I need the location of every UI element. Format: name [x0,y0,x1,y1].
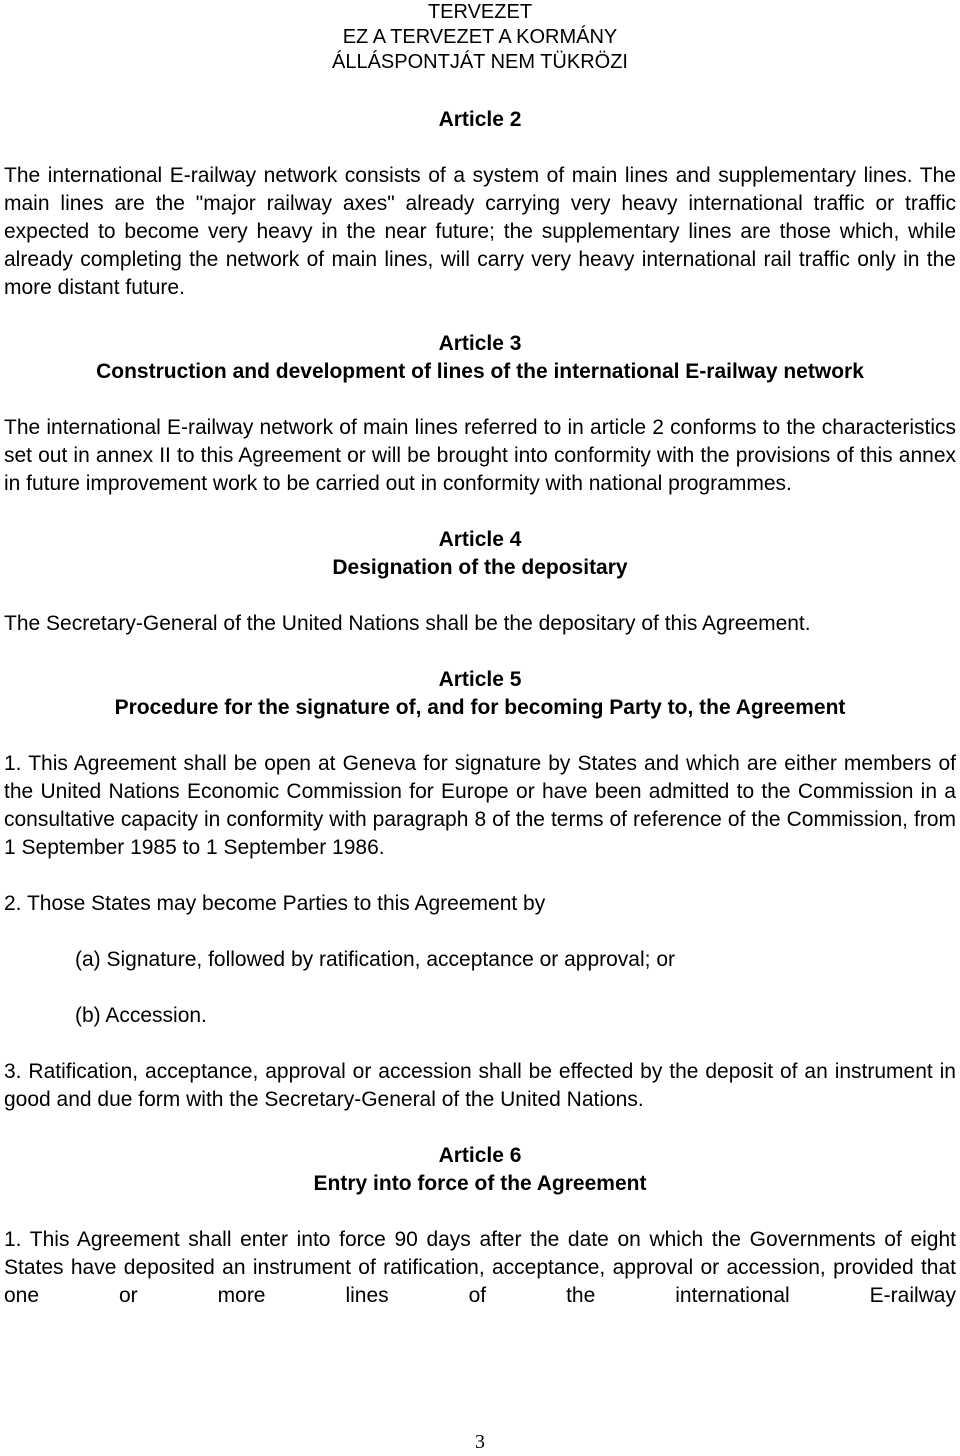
article-2 [4,106,956,302]
article-5-title: Article 5 [438,668,522,691]
article-5-subtitle: Procedure for the signature of, and for becoming Party to, the Agreement [114,696,846,719]
article-3-subtitle: Construction and development of lines of the international E-railway network [96,360,864,383]
article-2-title: Article 2 [438,108,522,131]
article-5-paragraph-2: 2. Those States may become Parties to this Agreement by [4,892,546,915]
article-4 [4,526,956,638]
article-4-paragraph: The Secretary-General of the United Nations shall be the depositary of this Agreement. [4,612,811,635]
document-page [4,0,956,1310]
article-6-subtitle: Entry into force of the Agreement [313,1172,647,1195]
article-6 [4,1142,956,1310]
article-5-paragraph-3: 3. Ratification, acceptance, approval or accession shall be effected by the deposit of an instrument in good and due form with the Secretary-General of the United Nations. [4,1060,956,1111]
article-3-title: Article 3 [438,332,522,355]
article-5-paragraph-1: 1. This Agreement shall be open at Geneva for signature by States and which are either members of the United Nations Economic Commission for Europe or have been admitted to the Commission in a consultative capacity in conformity with paragraph 8 of the terms of reference of the Commission, from 1 September 1985 to 1 September 1986. [4,752,956,859]
article-5-item-b: (b) Accession. [75,1004,207,1027]
header-line-3: ÁLLÁSPONTJÁT NEM TÜKRÖZI [332,51,628,73]
article-2-paragraph: The international E-railway network consists of a system of main lines and supplementary lines. The main lines are the "major railway axes" already carrying very heavy international traffic or traffic expected to become very heavy in the near future; the supplementary lines are those which, while already completing the network of main lines, will carry very heavy international rail traffic only in the more distant future. [4,164,956,299]
page-number: 3 [475,1431,485,1453]
draft-header [4,0,956,75]
article-5-item-a: (a) Signature, followed by ratification, acceptance or approval; or [75,948,675,971]
article-3-paragraph: The international E-railway network of main lines referred to in article 2 conforms to the characteristics set out in annex II to this Agreement or will be brought into conformity with the provisions of this annex in future improvement work to be carried out in conformity with national programmes. [4,416,956,495]
article-6-paragraph-1: 1. This Agreement shall enter into force 90 days after the date on which the Governments of eight States have deposited an instrument of ratification, acceptance, approval or accession, provided that one or more lines of the international E-railway [4,1228,956,1307]
header-line-1: TERVEZET [427,1,533,23]
article-6-title: Article 6 [438,1144,522,1167]
header-line-2: EZ A TERVEZET A KORMÁNY [342,26,618,48]
article-5 [4,666,956,1114]
article-3 [4,330,956,498]
article-4-title: Article 4 [438,528,522,551]
article-4-subtitle: Designation of the depositary [332,556,628,579]
